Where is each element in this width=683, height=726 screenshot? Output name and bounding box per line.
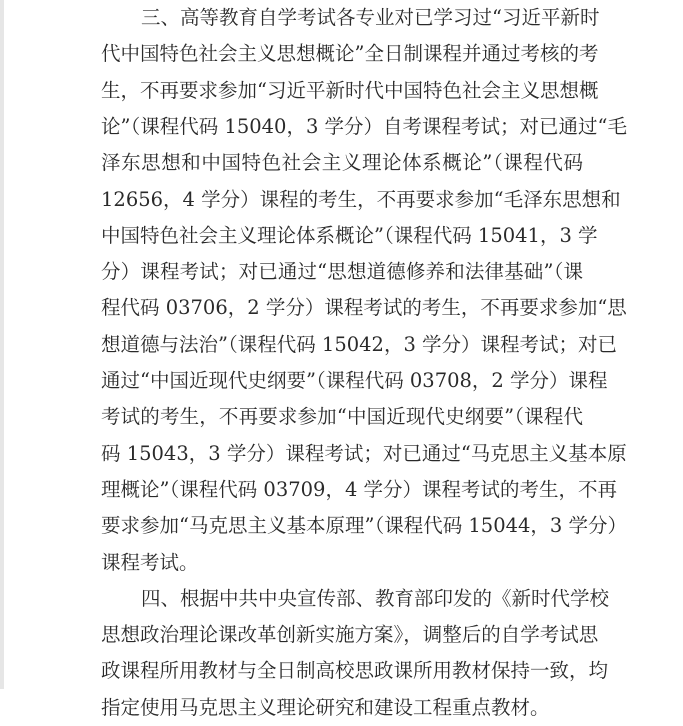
paragraph-3-line-6: 12656，4 学分）课程的考生，不再要求参加“毛泽东思想和: [101, 187, 621, 211]
paragraph-3-line-7: 中国特色社会主义理论体系概论”（课程代码 15041，3 学: [101, 223, 598, 247]
paragraph-4-line-1: 四、根据中共中央宣传部、教育部印发的《新时代学校: [141, 586, 610, 610]
paragraph-3-line-11: 通过“中国近现代史纲要”（课程代码 03708，2 学分）课程: [101, 369, 608, 392]
paragraph-3-line-14: 理概论”（课程代码 03709，4 学分）课程考试的考生，不再: [101, 477, 618, 501]
paragraph-4-line-3: 政课程所用教材与全日制高校思政课所用教材保持一致，均: [101, 659, 609, 683]
paragraph-3-line-1: 三、高等教育自学考试各专业对已学习过“习近平新时: [141, 6, 600, 29]
paragraph-3-line-16: 课程考试。: [101, 550, 199, 574]
paragraph-3-line-12: 考试的考生，不再要求参加“中国近现代史纲要”（课程代: [101, 405, 583, 429]
paragraph-3-line-9: 程代码 03706，2 学分）课程考试的考生，不再要求参加“思: [101, 296, 627, 320]
paragraph-3-line-2: 代中国特色社会主义思想概论”全日制课程并通过考核的考: [101, 42, 599, 66]
paragraph-3-line-15: 要求参加“马克思主义基本原理”（课程代码 15044，3 学分）: [101, 514, 628, 538]
paragraph-4-line-4: 指定使用马克思主义理论研究和建设工程重点教材。: [101, 695, 550, 719]
paragraph-3-line-10: 想道德与法治”（课程代码 15042，3 学分）课程考试；对已: [101, 332, 618, 356]
paragraph-3-line-8: 分）课程考试；对已通过“思想道德修养和法律基础”（课: [101, 260, 583, 284]
paragraph-4-line-2: 思想政治理论课改革创新实施方案》，调整后的自学考试思: [101, 623, 599, 647]
paragraph-3-line-3: 生，不再要求参加“习近平新时代中国特色社会主义思想概: [101, 78, 599, 102]
paragraph-3-line-4: 论”（课程代码 15040，3 学分）自考课程考试；对已通过“毛: [101, 114, 628, 138]
page-left-edge: [0, 0, 4, 689]
paragraph-3-line-13: 码 15043，3 学分）课程考试；对已通过“马克思主义基本原: [101, 441, 627, 465]
paragraph-3-line-5: 泽东思想和中国特色社会主义理论体系概论”（课程代码: [101, 151, 583, 175]
